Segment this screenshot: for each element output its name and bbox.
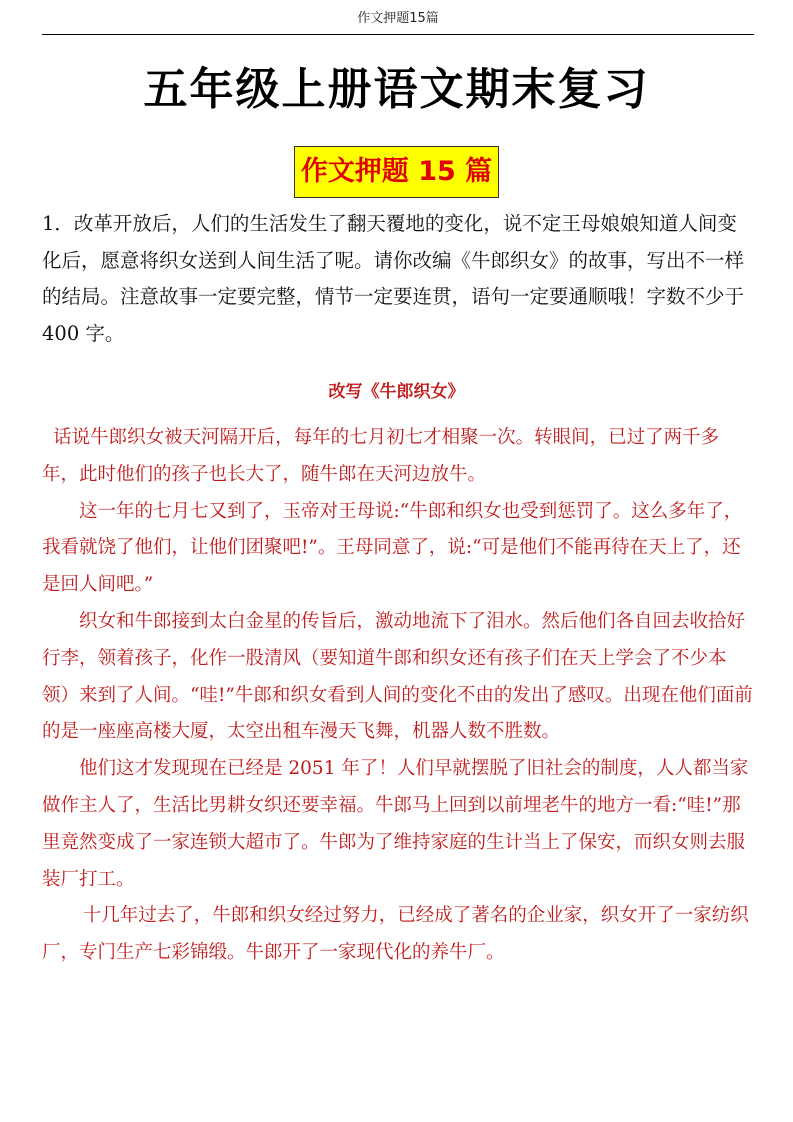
essay-paragraph: 话说牛郎织女被天河隔开后，每年的七月初七才相聚一次。转眼间，已过了两千多年，此时他们的孩子也长大了，随牛郎在天河边放牛。: [42, 427, 720, 485]
essay-paragraph: 这一年的七月七又到了，玉帝对王母说:“牛郎和织女也受到惩罚了。这么多年了，我看就饶了他们，让他们团聚吧!”。王母同意了，说:“可是他们不能再待在天上了，还是回人间吧。”: [42, 500, 743, 596]
essay-title: 改写《牛郎织女》: [328, 382, 465, 402]
subtitle-container: [0, 146, 793, 198]
essay-paragraph: 织女和牛郎接到太白金星的传旨后，激动地流下了泪水。然后他们各自回去收拾好行李，领着孩子，化作一股清风（要知道牛郎和织女还有孩子们在天上学会了不少本领）来到了人间。“哇!”牛郎和织女看到人间的变化不由的发出了感叹。出现在他们面前的是一座座高楼大厦，太空出租车漫天飞舞，机器人数不胜数。: [42, 610, 753, 743]
subtitle-highlight: 作文押题 15 篇: [294, 146, 499, 198]
running-header: [42, 8, 754, 35]
writing-prompt: 1．改革开放后，人们的生活发生了翻天覆地的变化，说不定王母娘娘知道人间变化后，愿意将织女送到人间生活了呢。请你改编《牛郎织女》的故事，写出不一样的结局。注意故事一定要完整，情节一定要连贯，语句一定要通顺哦！字数不少于 400 字。: [42, 212, 745, 345]
essay-paragraph: 他们这才发现现在已经是 2051 年了！人们早就摆脱了旧社会的制度，人人都当家做作主人了，生活比男耕女织还要幸福。牛郎马上回到以前埋老牛的地方一看:“哇!”那里竟然变成了一家连锁大超市了。牛郎为了维持家庭的生计当上了保安，而织女则去服装厂打工。: [42, 758, 749, 890]
essay-body: [42, 420, 754, 972]
essay-paragraph: 十几年过去了，牛郎和织女经过努力，已经成了著名的企业家，织女开了一家纺织厂，专门生产七彩锦缎。牛郎开了一家现代化的养牛厂。: [42, 905, 749, 964]
document-title: 五年级上册语文期末复习: [143, 64, 650, 115]
running-header-title: 作文押题15篇: [357, 11, 439, 26]
